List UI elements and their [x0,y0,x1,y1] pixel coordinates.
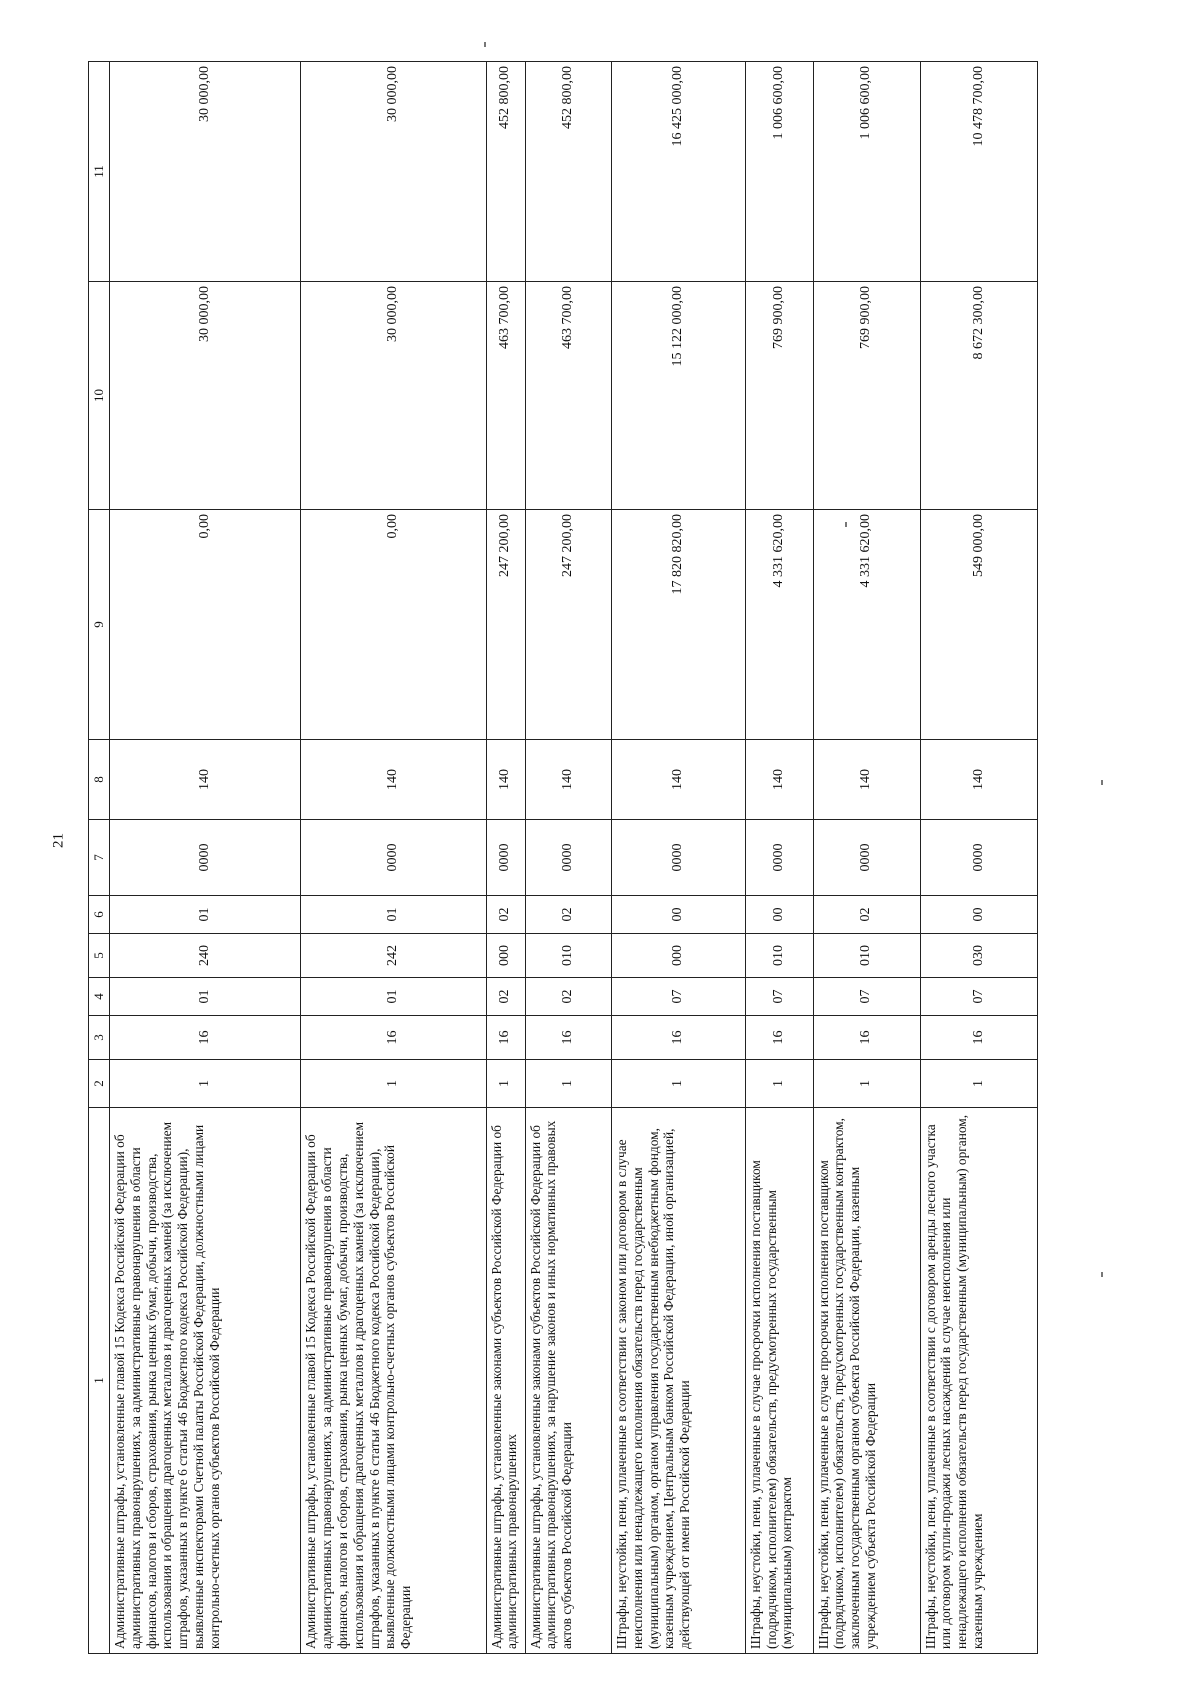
cell-col-6: 00 [612,896,746,934]
table-row [745,62,813,1654]
cell-col-2: 1 [110,1060,301,1108]
cell-col-7: 0000 [745,820,813,896]
header-col-4: 4 [89,978,110,1016]
header-col-8: 8 [89,740,110,820]
header-row [89,62,110,1654]
cell-col-11: 452 800,00 [525,62,611,282]
cell-col-8: 140 [612,740,746,820]
cell-col-2: 1 [920,1060,1037,1108]
cell-col-4: 07 [745,978,813,1016]
cell-col-11: 1 006 600,00 [745,62,813,282]
cell-col-4: 02 [525,978,611,1016]
cell-col-3: 16 [612,1016,746,1060]
cell-col-6: 02 [486,896,525,934]
cell-col-7: 0000 [301,820,486,896]
row-description: Штрафы, неустойки, пени, уплаченные в случае просрочки исполнения поставщиком (подрядчиком, исполнителем) обязательств, предусмотренных государственным (муниципальным) контрактом [745,1108,813,1654]
cell-col-11: 30 000,00 [301,62,486,282]
cell-col-5: 010 [813,934,920,978]
cell-col-11: 1 006 600,00 [813,62,920,282]
cell-col-10: 30 000,00 [110,282,301,510]
cell-col-6: 00 [920,896,1037,934]
cell-col-5: 030 [920,934,1037,978]
cell-col-5: 010 [745,934,813,978]
cell-col-6: 02 [525,896,611,934]
cell-col-9: 4 331 620,00 [745,510,813,740]
row-description: Штрафы, неустойки, пени, уплаченные в соответствии с законом или договором в случае неисполнения или ненадлежащего исполнения обязательств перед государственным (муниципальным) органом, органом управления государственным внебюджетным фондом, казенным учреждением, Центральным банком Российской Федерации, иной организацией, действующей от имени Российской Федерации [612,1108,746,1654]
row-description: Административные штрафы, установленные законами субъектов Российской Федерации об административных правонарушениях [486,1108,525,1654]
cell-col-11: 452 800,00 [486,62,525,282]
cell-col-7: 0000 [110,820,301,896]
cell-col-10: 463 700,00 [525,282,611,510]
cell-col-7: 0000 [612,820,746,896]
cell-col-4: 01 [110,978,301,1016]
cell-col-2: 1 [813,1060,920,1108]
header-col-11: 11 [89,62,110,282]
cell-col-4: 07 [612,978,746,1016]
cell-col-7: 0000 [813,820,920,896]
cell-col-6: 01 [301,896,486,934]
cell-col-10: 769 900,00 [813,282,920,510]
cell-col-8: 140 [745,740,813,820]
header-col-2: 2 [89,1060,110,1108]
scan-speck [845,522,847,527]
row-description: Административные штрафы, установленные законами субъектов Российской Федерации об административных правонарушениях, за нарушение законов и иных нормативных правовых актов субъектов Российской Федерации [525,1108,611,1654]
cell-col-5: 240 [110,934,301,978]
header-col-7: 7 [89,820,110,896]
cell-col-6: 00 [745,896,813,934]
cell-col-2: 1 [612,1060,746,1108]
cell-col-5: 000 [612,934,746,978]
cell-col-4: 01 [301,978,486,1016]
table-row [612,62,746,1654]
cell-col-8: 140 [920,740,1037,820]
table-row [486,62,525,1654]
scan-speck [1101,1272,1103,1277]
cell-col-9: 0,00 [110,510,301,740]
row-description: Штрафы, неустойки, пени, уплаченные в случае просрочки исполнения поставщиком (подрядчиком, исполнителем) обязательств, предусмотренных государственным контрактом, заключенным государственным органом субъекта Российской Федерации, казенным учреждением субъекта Российской Федерации [813,1108,920,1654]
header-col-5: 5 [89,934,110,978]
cell-col-3: 16 [813,1016,920,1060]
cell-col-3: 16 [301,1016,486,1060]
cell-col-5: 000 [486,934,525,978]
cell-col-6: 01 [110,896,301,934]
cell-col-11: 10 478 700,00 [920,62,1037,282]
cell-col-3: 16 [486,1016,525,1060]
cell-col-8: 140 [525,740,611,820]
cell-col-8: 140 [813,740,920,820]
cell-col-3: 16 [920,1016,1037,1060]
cell-col-9: 17 820 820,00 [612,510,746,740]
rotated-table-container [88,62,1038,1654]
scan-speck [484,42,486,47]
cell-col-10: 8 672 300,00 [920,282,1037,510]
table-row [110,62,301,1654]
cell-col-5: 242 [301,934,486,978]
cell-col-2: 1 [525,1060,611,1108]
cell-col-10: 463 700,00 [486,282,525,510]
cell-col-9: 247 200,00 [525,510,611,740]
header-col-10: 10 [89,282,110,510]
cell-col-3: 16 [110,1016,301,1060]
cell-col-8: 140 [301,740,486,820]
cell-col-10: 15 122 000,00 [612,282,746,510]
table-row [920,62,1037,1654]
cell-col-10: 769 900,00 [745,282,813,510]
cell-col-11: 30 000,00 [110,62,301,282]
row-description: Административные штрафы, установленные главой 15 Кодекса Российской Федерации об административных правонарушениях, за административные правонарушения в области финансов, налогов и сборов, страхования, рынка ценных бумаг, добычи, производства, использования и обращения драгоценных металлов и драгоценных камней (за исключением штрафов, указанных в пункте 6 статьи 46 Бюджетного кодекса Российской Федерации), выявленные инспекторами Счетной палаты Российской Федерации, должностными лицами контрольно-счетных органов субъектов Российской Федерации [110,1108,301,1654]
cell-col-11: 16 425 000,00 [612,62,746,282]
table-row [813,62,920,1654]
cell-col-7: 0000 [920,820,1037,896]
header-col-6: 6 [89,896,110,934]
cell-col-4: 02 [486,978,525,1016]
cell-col-8: 140 [110,740,301,820]
cell-col-2: 1 [745,1060,813,1108]
header-col-3: 3 [89,1016,110,1060]
cell-col-9: 247 200,00 [486,510,525,740]
row-description: Административные штрафы, установленные главой 15 Кодекса Российской Федерации об административных правонарушениях, за административные правонарушения в области финансов, налогов и сборов, страхования, рынка ценных бумаг, добычи, производства, использования и обращения драгоценных металлов и драгоценных камней (за исключением штрафов, указанных в пункте 6 статьи 46 Бюджетного кодекса Российской Федерации), выявленные должностными лицами контрольно-счетных органов субъектов Российской Федерации [301,1108,486,1654]
table-row [301,62,486,1654]
header-col-1: 1 [89,1108,110,1654]
budget-revenue-table [88,61,1038,1654]
cell-col-9: 4 331 620,00 [813,510,920,740]
cell-col-2: 1 [486,1060,525,1108]
row-description: Штрафы, неустойки, пени, уплаченные в соответствии с договором аренды лесного участка или договором купли-продажи лесных насаждений в случае неисполнения или ненадлежащего исполнения обязательств перед государственным (муниципальным) органом, казенным учреждением [920,1108,1037,1654]
header-col-9: 9 [89,510,110,740]
cell-col-9: 549 000,00 [920,510,1037,740]
cell-col-8: 140 [486,740,525,820]
cell-col-9: 0,00 [301,510,486,740]
cell-col-4: 07 [920,978,1037,1016]
page-number: 21 [50,833,67,848]
cell-col-6: 02 [813,896,920,934]
cell-col-2: 1 [301,1060,486,1108]
cell-col-7: 0000 [525,820,611,896]
cell-col-5: 010 [525,934,611,978]
scan-speck [1101,780,1103,785]
cell-col-7: 0000 [486,820,525,896]
cell-col-10: 30 000,00 [301,282,486,510]
table-row [525,62,611,1654]
cell-col-3: 16 [745,1016,813,1060]
cell-col-4: 07 [813,978,920,1016]
cell-col-3: 16 [525,1016,611,1060]
